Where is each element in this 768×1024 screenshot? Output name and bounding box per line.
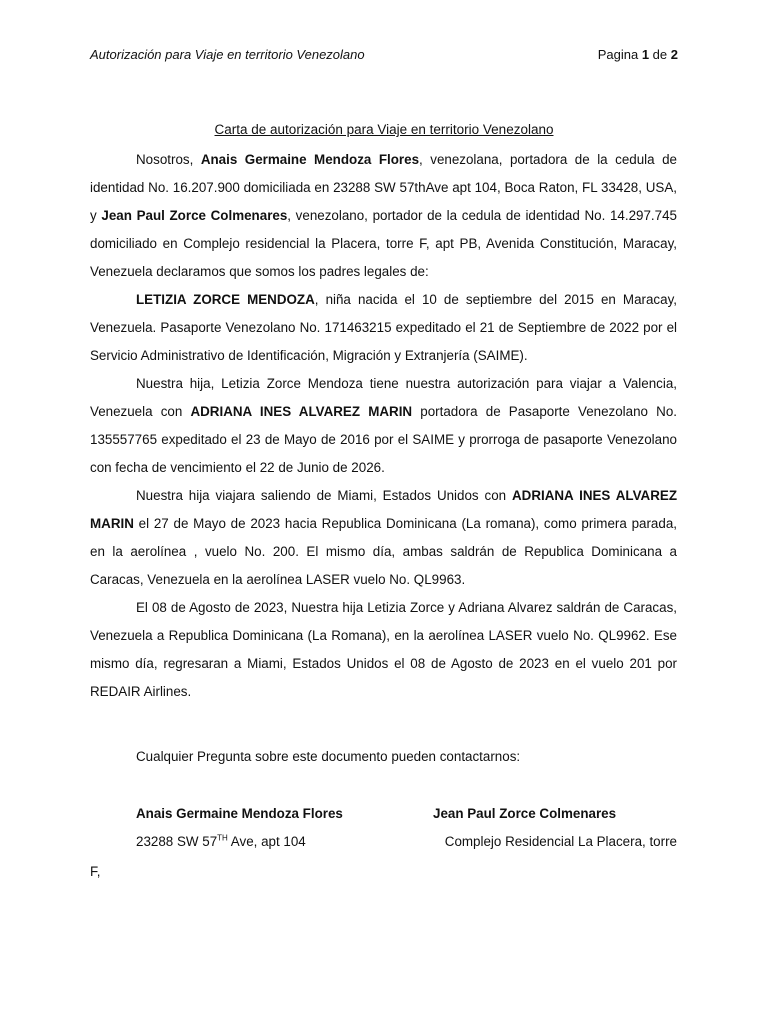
text: Nuestra hija viajara saliendo de Miami, Estados Unidos con (136, 488, 512, 503)
address-continuation: F, (90, 864, 101, 879)
header-title: Autorización para Viaje en territorio Venezolano (90, 47, 365, 62)
signature-left-name: Anais Germaine Mendoza Flores (136, 806, 343, 821)
page-number (598, 47, 678, 62)
superscript: TH (217, 833, 228, 843)
page-of: de (652, 47, 668, 62)
text: Nosotros, (136, 152, 201, 167)
text: El 08 de Agosto de 2023, Nuestra hija Letizia Zorce y Adriana Alvarez saldrán de Caracas, Venezuela a Republica Dominicana (La Romana), en la aerolínea LASER vuelo No. QL9962. Ese mismo día, regresaran a Miami, Estados Unidos el 08 de Agosto de 2023 en el vuelo 201 por REDAIR Airlines. (90, 600, 677, 699)
text: Nuestra hija, Letizia Zorce Mendoza tiene nuestra autorización para viajar a Valencia, Venezuela con (90, 376, 677, 419)
signature-left-address (136, 828, 306, 856)
father-name: Jean Paul Zorce Colmenares (101, 208, 288, 223)
mother-name: Anais Germaine Mendoza Flores (200, 152, 420, 167)
paragraph-return-trip (90, 594, 677, 706)
letter-body (90, 146, 677, 706)
paragraph-parents (90, 146, 677, 286)
text: portadora de Pasaporte Venezolano No. 135557765 expeditado el 23 de Mayo de 2016 por el SAIME y prorroga de pasaporte Venezolano con fecha de vencimiento el 22 de Junio de 2026. (90, 404, 677, 475)
page-current: 1 (641, 47, 650, 62)
paragraph-outbound-trip (90, 482, 677, 594)
text: , niña nacida el 10 de septiembre del 2015 en Maracay, Venezuela. Pasaporte Venezolano No. 171463215 expeditado el 21 de Septiembre de 2022 por el Servicio Administrativo de Identificación, Migración y Extranjería (SAIME). (90, 292, 677, 363)
text: , venezolana, portadora de la cedula de identidad No. 16.207.900 domiciliada en 23288 SW 57thAve apt 104, Boca Raton, FL 33428, USA, y (90, 152, 677, 223)
text: 23288 SW 57 (136, 834, 218, 849)
companion-name: ADRIANA INES ALVAREZ MARIN (90, 488, 677, 531)
document-title: Carta de autorización para Viaje en territorio Venezolano (214, 122, 554, 137)
signature-right-name: Jean Paul Zorce Colmenares (433, 806, 617, 821)
companion-name: ADRIANA INES ALVAREZ MARIN (190, 404, 413, 419)
child-name: LETIZIA ZORCE MENDOZA (136, 292, 315, 307)
paragraph-authorization (90, 370, 677, 482)
text: , venezolano, portador de la cedula de identidad No. 14.297.745 domiciliado en Complejo residencial la Placera, torre F, apt PB, Avenida Constitución, Maracay, Venezuela declaramos que somos los padres legales de: (90, 208, 677, 279)
page-label: Pagina (597, 47, 639, 62)
text: Ave, apt 104 (227, 834, 306, 849)
closing-line: Cualquier Pregunta sobre este documento pueden contactarnos: (136, 749, 521, 764)
page-total: 2 (670, 47, 678, 62)
text: el 27 de Mayo de 2023 hacia Republica Dominicana (La romana), como primera parada, en la aerolínea , vuelo No. 200. El mismo día, ambas saldrán de Republica Dominicana a Caracas, Venezuela en la aerolínea LASER vuelo No. QL9963. (90, 516, 677, 587)
paragraph-child (90, 286, 677, 370)
page-header (90, 47, 678, 67)
signature-right-address: Complejo Residencial La Placera, torre (444, 834, 677, 849)
